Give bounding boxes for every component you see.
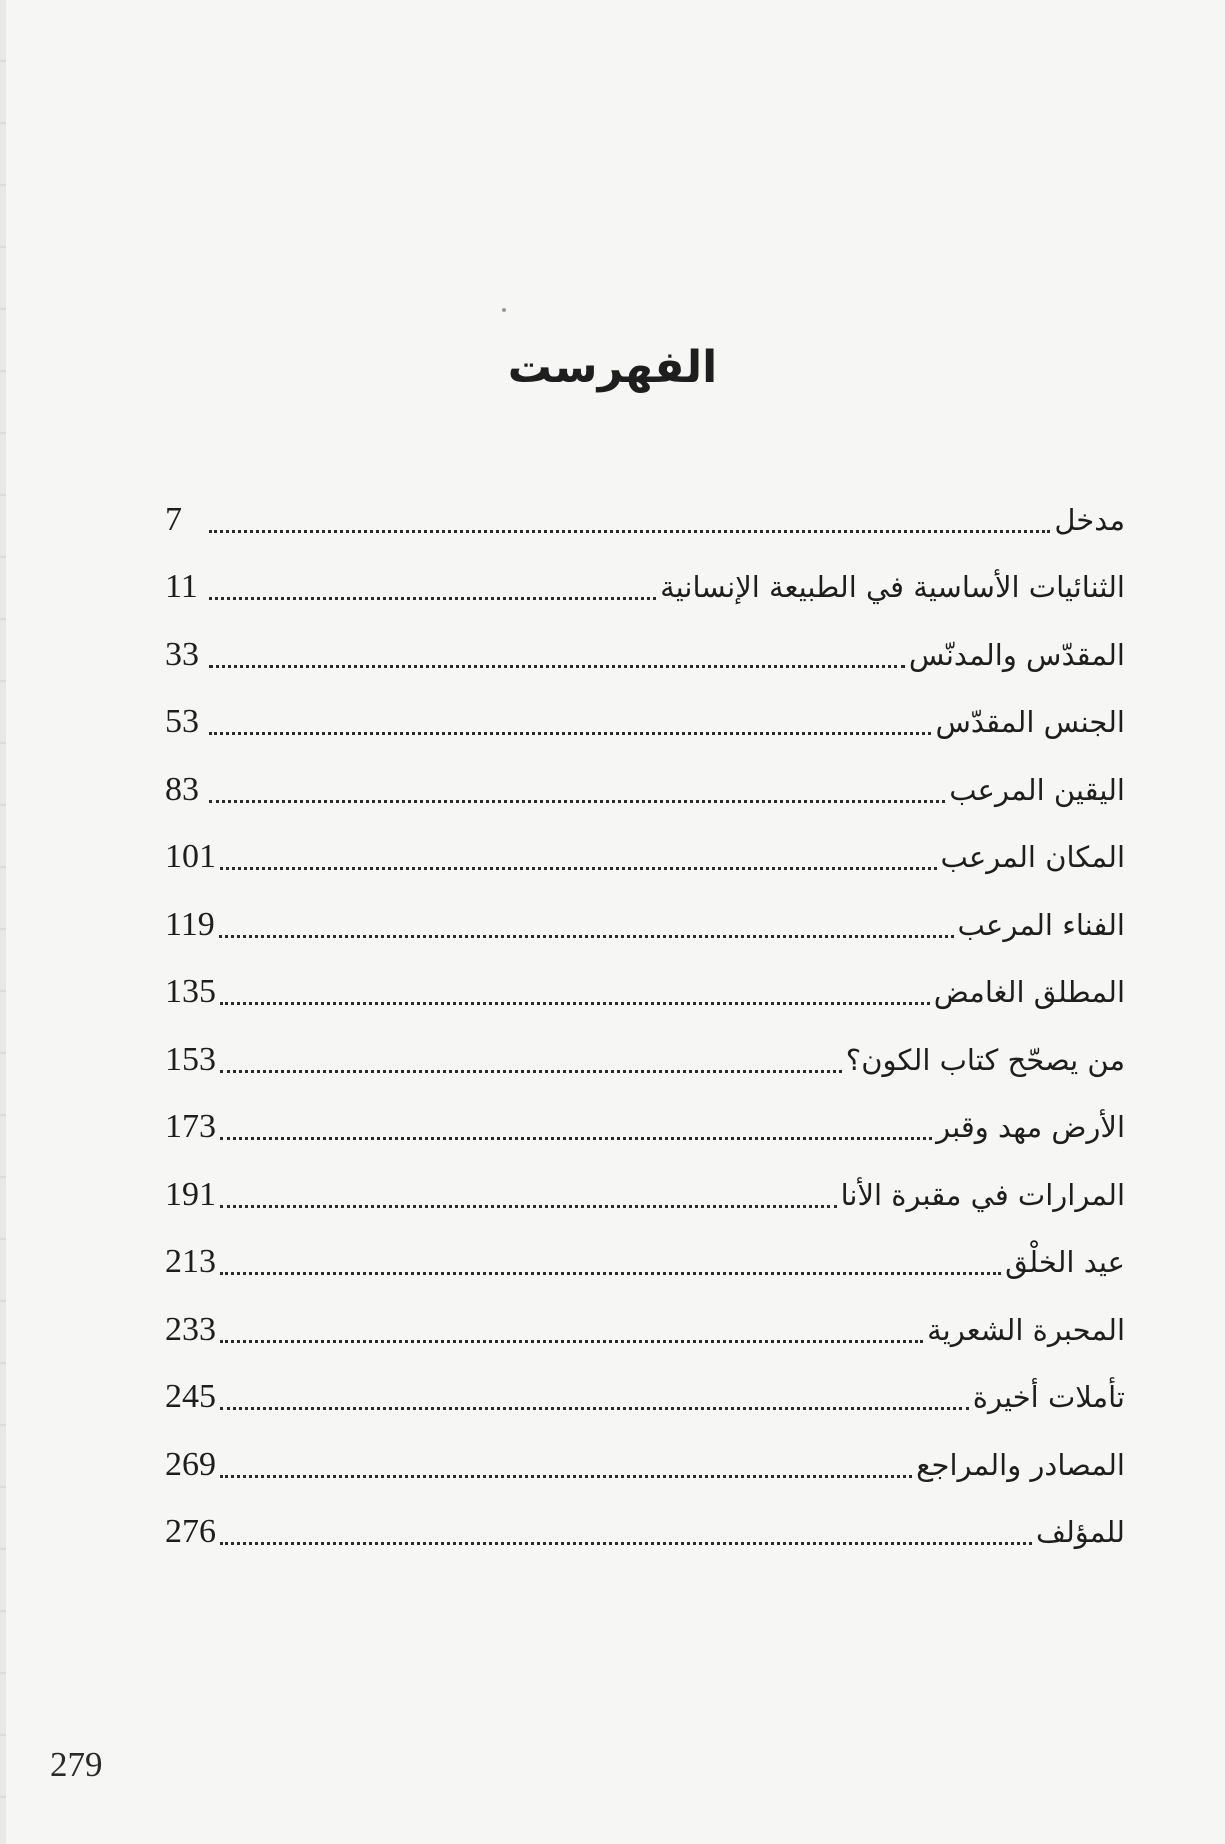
toc-entry-page: 83 bbox=[165, 770, 199, 808]
toc-entry bbox=[165, 748, 1125, 816]
toc-leader-dots bbox=[220, 1473, 912, 1478]
toc-leader-dots bbox=[220, 1068, 842, 1073]
toc-entry-title: الأرض مهد وقبر bbox=[936, 1110, 1125, 1144]
toc-entry-page: 153 bbox=[165, 1040, 216, 1078]
toc-entry bbox=[165, 816, 1125, 884]
toc-entry-page: 173 bbox=[165, 1108, 216, 1145]
toc-leader-dots bbox=[209, 528, 1050, 533]
toc-entry bbox=[165, 1153, 1125, 1221]
toc-entry-title: الثنائيات الأساسية في الطبيعة الإنسانية bbox=[660, 570, 1125, 604]
toc-entry-title: المطلق الغامض bbox=[933, 975, 1125, 1009]
toc-entry bbox=[165, 1491, 1125, 1559]
toc-entry-title: عيد الخلْق bbox=[1005, 1245, 1125, 1279]
toc-entry-title: المصادر والمراجع bbox=[916, 1447, 1125, 1482]
toc-leader-dots bbox=[220, 1135, 932, 1140]
toc-entry bbox=[165, 1086, 1125, 1154]
toc-leader-dots bbox=[220, 865, 937, 870]
toc-entry bbox=[165, 1221, 1125, 1289]
toc-entry-page: 101 bbox=[165, 838, 216, 875]
toc-entry bbox=[165, 613, 1125, 681]
toc-leader-dots bbox=[220, 1000, 930, 1005]
toc-entry-title: تأملات أخيرة bbox=[972, 1380, 1125, 1414]
toc-entry-page: 119 bbox=[165, 905, 215, 943]
toc-entry bbox=[165, 883, 1125, 951]
toc-entry-page: 191 bbox=[165, 1175, 216, 1213]
toc-entry-title: الجنس المقدّس bbox=[935, 705, 1125, 739]
toc-leader-dots bbox=[220, 1270, 1001, 1275]
toc-entry-title: المرارات في مقبرة الأنا bbox=[840, 1177, 1125, 1212]
toc-leader-dots bbox=[209, 798, 945, 803]
toc-leader-dots bbox=[220, 1338, 923, 1343]
toc-entry-title: الفناء المرعب bbox=[957, 907, 1125, 942]
toc-entry-title: للمؤلف bbox=[1035, 1515, 1125, 1549]
toc-entry-page: 276 bbox=[165, 1513, 216, 1550]
toc-entry bbox=[165, 1423, 1125, 1491]
toc-entry-title: مدخل bbox=[1054, 502, 1125, 537]
toc-entry-page: 135 bbox=[165, 973, 216, 1010]
toc-entry bbox=[165, 546, 1125, 614]
toc-entry-title: المكان المرعب bbox=[940, 840, 1125, 874]
toc-entry-title: من يصحّح كتاب الكون؟ bbox=[845, 1042, 1125, 1077]
toc-entry-title: المحبرة الشعرية bbox=[927, 1312, 1125, 1347]
toc-entry-title: المقدّس والمدنّس bbox=[908, 637, 1125, 672]
toc-leader-dots bbox=[209, 663, 905, 668]
page-edge bbox=[0, 0, 6, 1844]
toc-entry-page: 233 bbox=[165, 1310, 216, 1348]
toc-leader-dots bbox=[220, 1540, 1032, 1545]
toc-entry-page: 213 bbox=[165, 1243, 216, 1280]
page-number: 279 bbox=[50, 1745, 103, 1784]
toc-entry-page: 245 bbox=[165, 1378, 216, 1415]
toc-leader-dots bbox=[209, 730, 931, 735]
toc-entry-page: 53 bbox=[165, 703, 199, 740]
toc-leader-dots bbox=[219, 933, 954, 938]
toc-entry-page: 269 bbox=[165, 1445, 216, 1483]
toc-entry-page: 11 bbox=[165, 568, 198, 605]
toc-leader-dots bbox=[209, 595, 656, 600]
table-of-contents bbox=[165, 478, 1125, 1558]
toc-entry bbox=[165, 1356, 1125, 1424]
toc-entry bbox=[165, 478, 1125, 546]
toc-entry-page: 33 bbox=[165, 635, 199, 673]
paper-speck bbox=[502, 308, 506, 312]
toc-entry bbox=[165, 1288, 1125, 1356]
toc-entry bbox=[165, 1018, 1125, 1086]
page-title: الفهرست bbox=[507, 342, 718, 393]
toc-leader-dots bbox=[220, 1405, 969, 1410]
toc-entry-title: اليقين المرعب bbox=[949, 772, 1125, 807]
toc-entry bbox=[165, 951, 1125, 1019]
toc-entry bbox=[165, 681, 1125, 749]
toc-entry-page: 7 bbox=[165, 500, 182, 538]
toc-leader-dots bbox=[220, 1203, 837, 1208]
